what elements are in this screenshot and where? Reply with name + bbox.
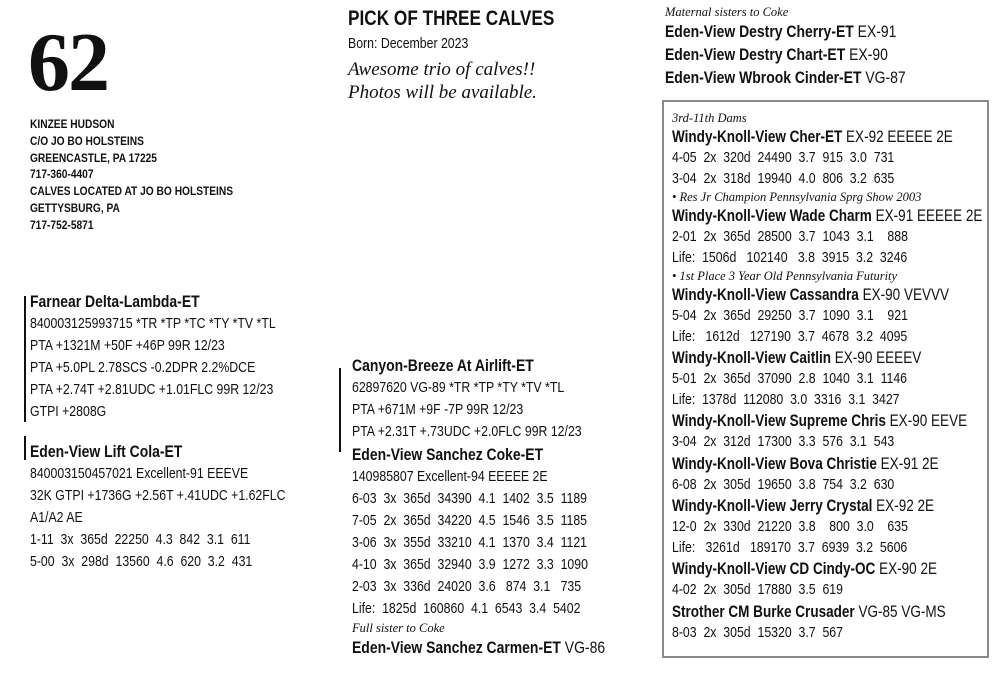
maternal-sister-class: EX-91	[857, 22, 897, 41]
dam-entry-class: EX-90 VEVVV	[862, 286, 950, 304]
full-sister-class: VG-86	[564, 638, 606, 657]
dam-entry-name: Windy-Knoll-View Bova Christie	[672, 454, 877, 473]
consignor-line: GREENCASTLE, PA 17225	[30, 150, 157, 165]
dam-entry-class: EX-91 EEEEE 2E	[875, 207, 983, 225]
dam-entry-name: Strother CM Burke Crusader	[672, 602, 855, 621]
dam-entry-name: Windy-Knoll-View Cassandra	[672, 286, 859, 304]
maternal-sisters	[665, 4, 958, 89]
dam-line: A1/A2 AE	[30, 509, 83, 526]
mgd-record: 7-05 2x 365d 34220 4.5 1546 3.5 1185	[352, 512, 588, 529]
born-date: Born: December 2023	[348, 35, 469, 52]
sire-line: 840003125993715 *TR *TP *TC *TY *TV *TL	[30, 315, 276, 332]
dam-entry-record: 8-03 2x 305d 15320 3.7 567	[672, 623, 843, 641]
maternal-sister-name: Eden-View Destry Chart-ET	[665, 45, 846, 64]
mgs-block	[352, 354, 632, 443]
dam-entry-title	[672, 347, 982, 369]
dam-entry-title	[672, 495, 982, 517]
dams-list	[672, 110, 1000, 643]
maternal-sister-name: Eden-View Wbrook Cinder-ET	[665, 68, 862, 87]
maternal-sister	[665, 20, 906, 43]
dam-entry-record: Life: 1378d 112080 3.0 3316 3.1 3427	[672, 390, 900, 408]
mgs-line: PTA +2.31T +.73UDC +2.0FLC 99R 12/23	[352, 423, 582, 440]
dam-entry-record: 5-04 2x 365d 29250 3.7 1090 3.1 921	[672, 307, 908, 324]
dams-heading: 3rd-11th Dams	[672, 111, 747, 125]
dam-entry-class: EX-90 2E	[879, 560, 938, 578]
dam-entry-name: Windy-Knoll-View Caitlin	[672, 349, 831, 367]
mgd-record: Life: 1825d 160860 4.1 6543 3.4 5402	[352, 600, 581, 617]
mgd-line: 140985807 Excellent-94 EEEEE 2E	[352, 468, 548, 485]
dam-entry-record: 3-04 2x 318d 19940 4.0 806 3.2 635	[672, 169, 895, 187]
dam-entry-title	[672, 558, 982, 580]
sire-block	[30, 290, 330, 423]
mgs-name: Canyon-Breeze At Airlift-ET	[352, 356, 534, 375]
mgd-record: 2-03 3x 336d 24020 3.6 874 3.1 735	[352, 578, 582, 595]
dam-entry-class: EX-91 2E	[880, 454, 939, 473]
dam-entry-title	[672, 410, 982, 432]
dam-entry-name: Windy-Knoll-View Jerry Crystal	[672, 497, 873, 515]
dam-entry-name: Windy-Knoll-View Wade Charm	[672, 207, 872, 225]
pedigree-bracket	[24, 436, 26, 460]
maternal-sister	[665, 43, 906, 66]
consignor-line: GETTYSBURG, PA	[30, 200, 120, 215]
mgs-line: PTA +671M +9F -7P 99R 12/23	[352, 401, 524, 418]
consignor-line: CALVES LOCATED AT JO BO HOLSTEINS	[30, 184, 234, 199]
dam-entry-record: 12-0 2x 330d 21220 3.8 800 3.0 635	[672, 518, 908, 535]
dam-line: 840003150457021 Excellent-91 EEEVE	[30, 465, 249, 482]
dam-entry-title	[672, 601, 982, 623]
maternal-sister-class: EX-90	[849, 45, 888, 64]
tagline-line: Photos will be available.	[348, 82, 537, 103]
full-sister	[352, 636, 605, 659]
dam-entry-title	[672, 284, 982, 306]
dam-entry-class: VG-85 VG-MS	[858, 602, 946, 621]
pedigree-bracket	[24, 296, 26, 422]
dam-entry-class: EX-92 EEEEE 2E	[846, 128, 953, 146]
lot-number: 62	[28, 16, 108, 109]
dam-line: 32K GTPI +1736G +2.56T +.41UDC +1.62FLC	[30, 487, 286, 504]
sire-name: Farnear Delta-Lambda-ET	[30, 292, 200, 311]
tagline-line: Awesome trio of calves!!	[348, 59, 536, 80]
dam-entry-note: • 1st Place 3 Year Old Pennsylvania Futurity	[672, 269, 898, 283]
maternal-sister-class: VG-87	[865, 68, 906, 87]
mgd-record: 3-06 3x 355d 33210 4.1 1370 3.4 1121	[352, 534, 588, 551]
sire-line: PTA +1321M +50F +46P 99R 12/23	[30, 337, 225, 354]
dam-entry-record: 5-01 2x 365d 37090 2.8 1040 3.1 1146	[672, 370, 908, 387]
dam-entry-record: 4-05 2x 320d 24490 3.7 915 3.0 731	[672, 149, 895, 166]
mgs-line: 62897620 VG-89 *TR *TP *TY *TV *TL	[352, 379, 565, 396]
consignor-line: C/O JO BO HOLSTEINS	[30, 133, 144, 148]
dam-block	[30, 440, 342, 573]
mgd-block	[352, 443, 661, 659]
offering-tagline	[348, 58, 537, 104]
dam-entry-name: Windy-Knoll-View CD Cindy-OC	[672, 560, 876, 578]
dam-entry-class: EX-90 EEEEV	[834, 349, 922, 367]
dam-entry-name: Windy-Knoll-View Supreme Chris	[672, 412, 886, 430]
sire-line: GTPI +2808G	[30, 403, 107, 420]
maternal-sister	[665, 66, 906, 89]
pedigree-bracket	[339, 368, 341, 452]
offering-title: PICK OF THREE CALVES	[348, 7, 555, 30]
dam-entry-record: 4-02 2x 305d 17880 3.5 619	[672, 581, 843, 598]
dam-entry-title	[672, 126, 982, 148]
full-sister-name: Eden-View Sanchez Carmen-ET	[352, 638, 561, 657]
sire-line: PTA +5.0PL 2.78SCS -0.2DPR 2.2%DCE	[30, 359, 256, 376]
mgd-name: Eden-View Sanchez Coke-ET	[352, 445, 544, 464]
dam-entry-record: 2-01 2x 365d 28500 3.7 1043 3.1 888	[672, 228, 908, 245]
dam-entry-record: Life: 3261d 189170 3.7 6939 3.2 5606	[672, 538, 908, 556]
consignor-line: 717-752-5871	[30, 217, 94, 232]
sire-line: PTA +2.74T +2.81UDC +1.01FLC 99R 12/23	[30, 381, 274, 398]
consignor-address	[30, 116, 269, 234]
consignor-line: 717-360-4407	[30, 167, 94, 182]
dam-entry-title	[672, 453, 982, 475]
dam-entry-record: 3-04 2x 312d 17300 3.3 576 3.1 543	[672, 433, 895, 450]
dam-line: 1-11 3x 365d 22250 4.3 842 3.1 611	[30, 531, 251, 548]
dam-entry-record: Life: 1612d 127190 3.7 4678 3.2 4095	[672, 327, 908, 345]
maternal-sister-name: Eden-View Destry Cherry-ET	[665, 22, 854, 41]
dam-entry-class: EX-90 EEVE	[889, 412, 968, 430]
dam-name: Eden-View Lift Cola-ET	[30, 442, 183, 461]
dam-entry-class: EX-92 2E	[876, 497, 935, 515]
mgd-record: 6-03 3x 365d 34390 4.1 1402 3.5 1189	[352, 490, 588, 507]
dam-entry-record: Life: 1506d 102140 3.8 3915 3.2 3246	[672, 248, 908, 266]
dam-entry-record: 6-08 2x 305d 19650 3.8 754 3.2 630	[672, 475, 895, 493]
mgd-record: 4-10 3x 365d 32940 3.9 1272 3.3 1090	[352, 556, 588, 573]
dam-entry-note: • Res Jr Champion Pennsylvania Sprg Show 2003	[672, 190, 922, 204]
dam-entry-title	[672, 205, 982, 227]
maternal-sisters-heading: Maternal sisters to Coke	[665, 5, 789, 19]
full-sister-note: Full sister to Coke	[352, 621, 445, 635]
dam-entry-name: Windy-Knoll-View Cher-ET	[672, 128, 843, 146]
dams-box	[662, 100, 989, 658]
dam-line: 5-00 3x 298d 13560 4.6 620 3.2 431	[30, 553, 253, 570]
consignor-line: KINZEE HUDSON	[30, 117, 115, 131]
